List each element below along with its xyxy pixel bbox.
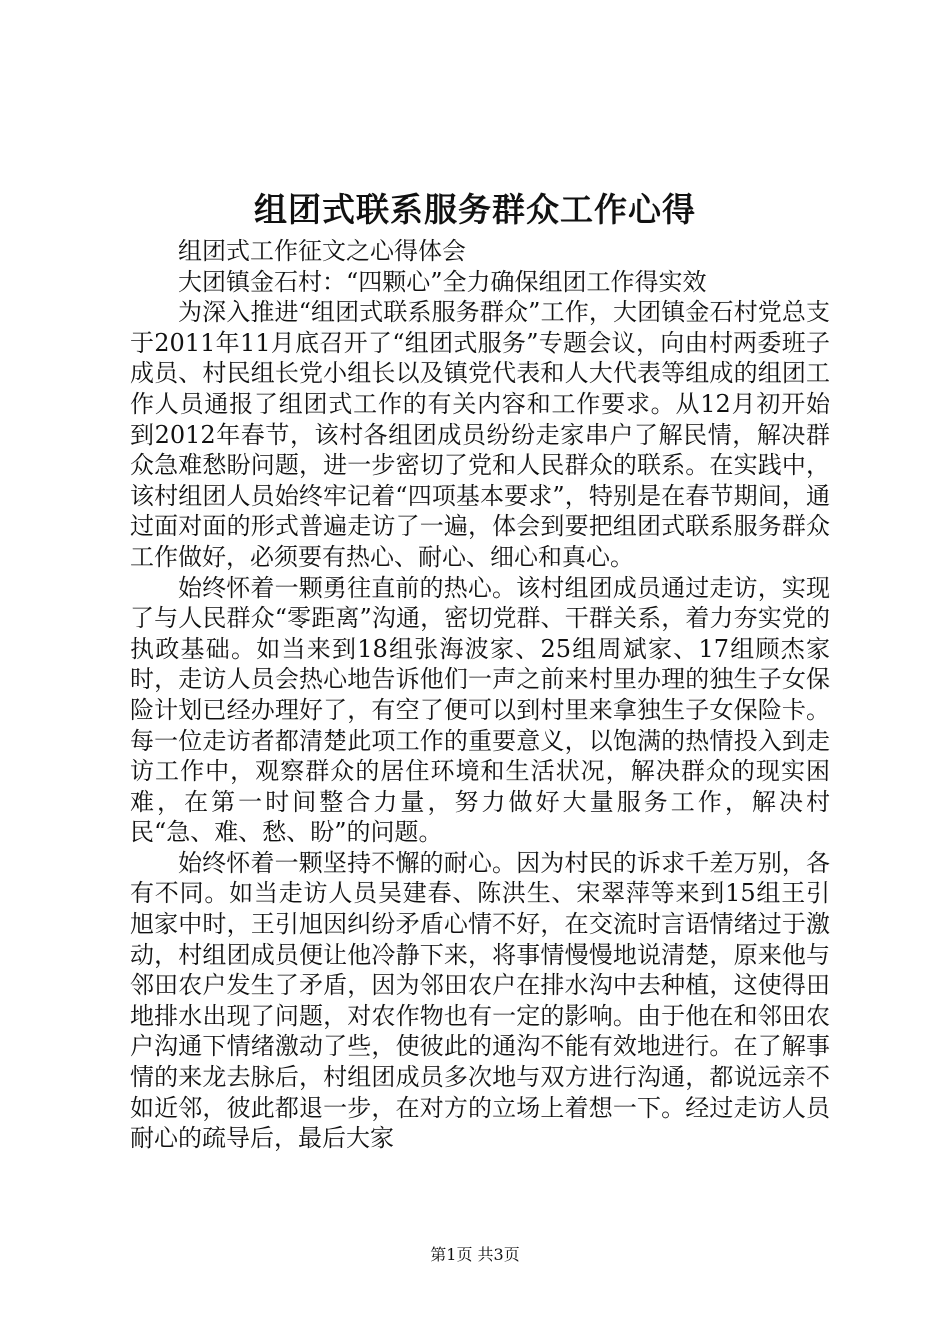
- subtitle-line-2: 大团镇金石村：“四颗心”全力确保组团工作得实效: [178, 267, 707, 296]
- body-paragraph: 始终怀着一颗勇往直前的热心。该村组团成员通过走访，实现了与人民群众“零距离”沟通，密切党群、干群关系，着力夯实党的执政基础。如当来到18组张海波家、25组周斌家、17组顾杰家时，走访人员会热心地告诉他们一声之前来村里办理的独生子女保险计划已经办理好了，有空了便可以到村里来拿独生子女保险卡。每一位走访者都清楚此项工作的重要意义，以饱满的热情投入到走访工作中，观察群众的居住环境和生活状况，解决群众的现实困难，在第一时间整合力量，努力做好大量服务工作，解决村民“急、难、愁、盼”的问题。: [130, 573, 830, 847]
- subtitle-line-1: 组团式工作征文之心得体会: [178, 237, 466, 265]
- body-paragraph: 为深入推进“组团式联系服务群众”工作，大团镇金石村党总支于2011年11月底召开了“组团式服务”专题会议，向由村两委班子成员、村民组长党小组长以及镇党代表和人大代表等组成的组团工作人员通报了组团式工作的有关内容和工作要求。从12月初开始到2012年春节，该村各组团成员纷纷走家串户了解民情，解决群众急难愁盼问题，进一步密切了党和人民群众的联系。在实践中，该村组团人员始终牢记着“四项基本要求”，特别是在春节期间，通过面对面的形式普遍走访了一遍，体会到要把组团式联系服务群众工作做好，必须要有热心、耐心、细心和真心。: [130, 298, 830, 571]
- page-number-footer: 第1页 共3页: [430, 1245, 520, 1264]
- document-body: [130, 236, 830, 1154]
- body-paragraph: 始终怀着一颗坚持不懈的耐心。因为村民的诉求千差万别，各有不同。如当走访人员吴建春、陈洪生、宋翠萍等来到15组王引旭家中时，王引旭因纠纷矛盾心情不好，在交流时言语情绪过于激动，村组团成员便让他冷静下来，将事情慢慢地说清楚，原来他与邻田农户发生了矛盾，因为邻田农户在排水沟中去种植，这使得田地排水出现了问题，对农作物也有一定的影响。由于他在和邻田农户沟通下情绪激动了些，使彼此的通沟不能有效地进行。在了解事情的来龙去脉后，村组团成员多次地与双方进行沟通，都说远亲不如近邻，彼此都退一步，在对方的立场上着想一下。经过走访人员耐心的疏导后，最后大家: [130, 848, 830, 1153]
- document-title: 组团式联系服务群众工作心得: [254, 190, 696, 229]
